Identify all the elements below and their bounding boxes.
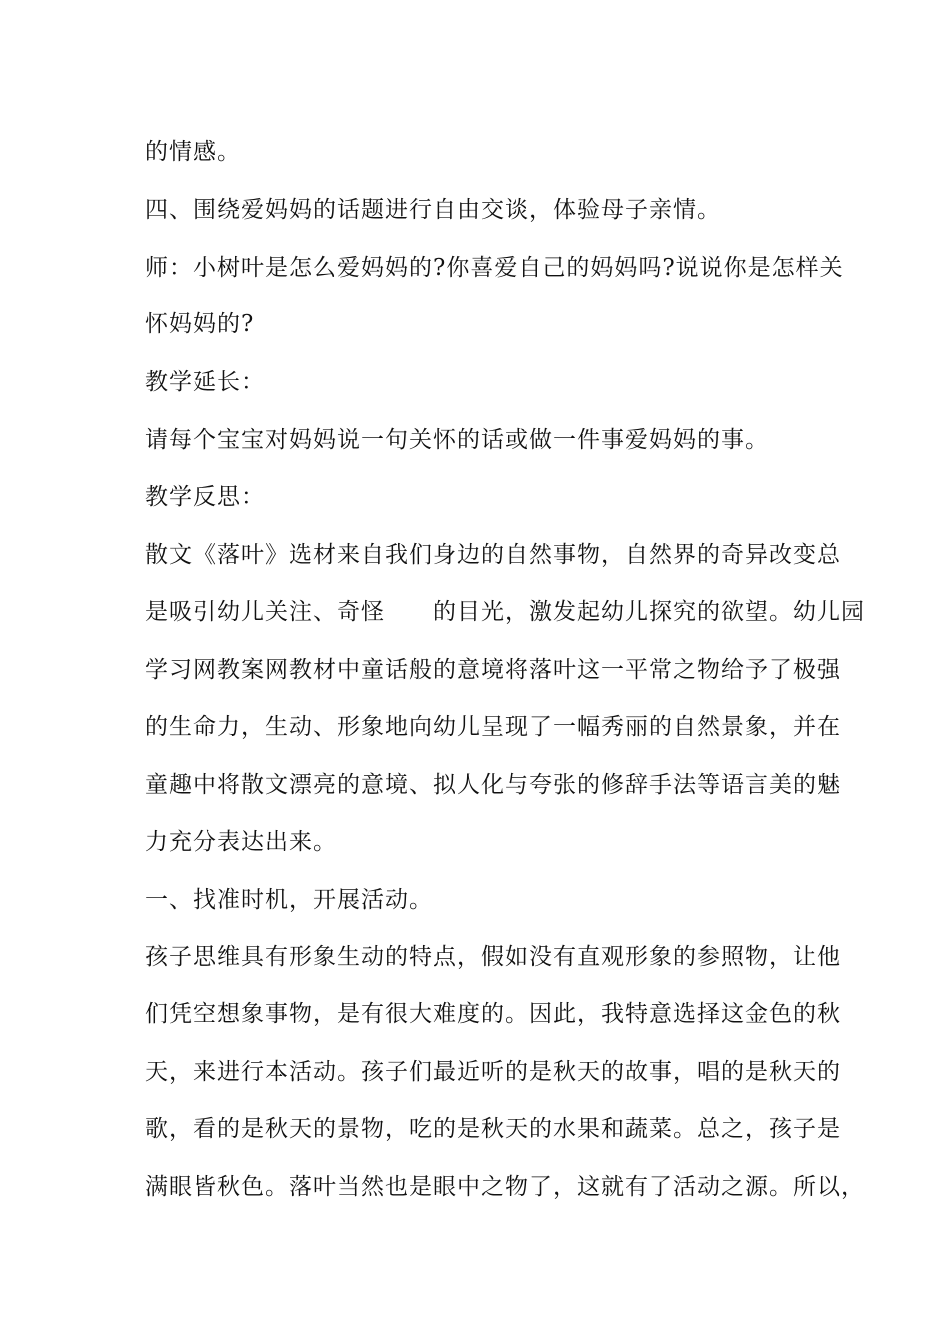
text-line: 的生命力，生动、形象地向幼儿呈现了一幅秀丽的自然景象，并在 xyxy=(145,714,841,740)
section-heading: 教学反思： xyxy=(145,484,265,510)
text-line: 天，来进行本活动。孩子们最近听的是秋天的故事，唱的是秋天的 xyxy=(145,1059,841,1085)
text-line: 歌，看的是秋天的景物，吃的是秋天的水果和蔬菜。总之，孩子是 xyxy=(145,1116,841,1142)
text-line: 力充分表达出来。 xyxy=(145,829,337,855)
text-line: 的情感。 xyxy=(145,139,241,165)
text-line: 童趣中将散文漂亮的意境、拟人化与夸张的修辞手法等语言美的魅 xyxy=(145,772,841,798)
text-line: 们凭空想象事物，是有很大难度的。因此，我特意选择这金色的秋 xyxy=(145,1001,841,1027)
text-line: 请每个宝宝对妈妈说一句关怀的话或做一件事爱妈妈的事。 xyxy=(145,427,769,453)
section-heading: 一、找准时机，开展活动。 xyxy=(145,887,433,913)
text-line: 散文《落叶》选材来自我们身边的自然事物，自然界的奇异改变总 xyxy=(145,542,841,568)
text-line: 是吸引幼儿关注、奇怪 的目光，激发起幼儿探究的欲望。幼儿园 xyxy=(145,599,865,625)
text-line: 满眼皆秋色。落叶当然也是眼中之物了，这就有了活动之源。所以， xyxy=(145,1174,865,1200)
text-line: 师：小树叶是怎么爱妈妈的?你喜爱自己的妈妈吗?说说你是怎样关 xyxy=(145,255,844,281)
section-heading: 教学延长： xyxy=(145,369,265,395)
text-line: 孩子思维具有形象生动的特点，假如没有直观形象的参照物，让他 xyxy=(145,944,841,970)
section-heading: 四、围绕爱妈妈的话题进行自由交谈，体验母子亲情。 xyxy=(145,197,721,223)
text-line: 怀妈妈的? xyxy=(145,311,255,337)
text-line: 学习网教案网教材中童话般的意境将落叶这一平常之物给予了极强 xyxy=(145,657,841,683)
